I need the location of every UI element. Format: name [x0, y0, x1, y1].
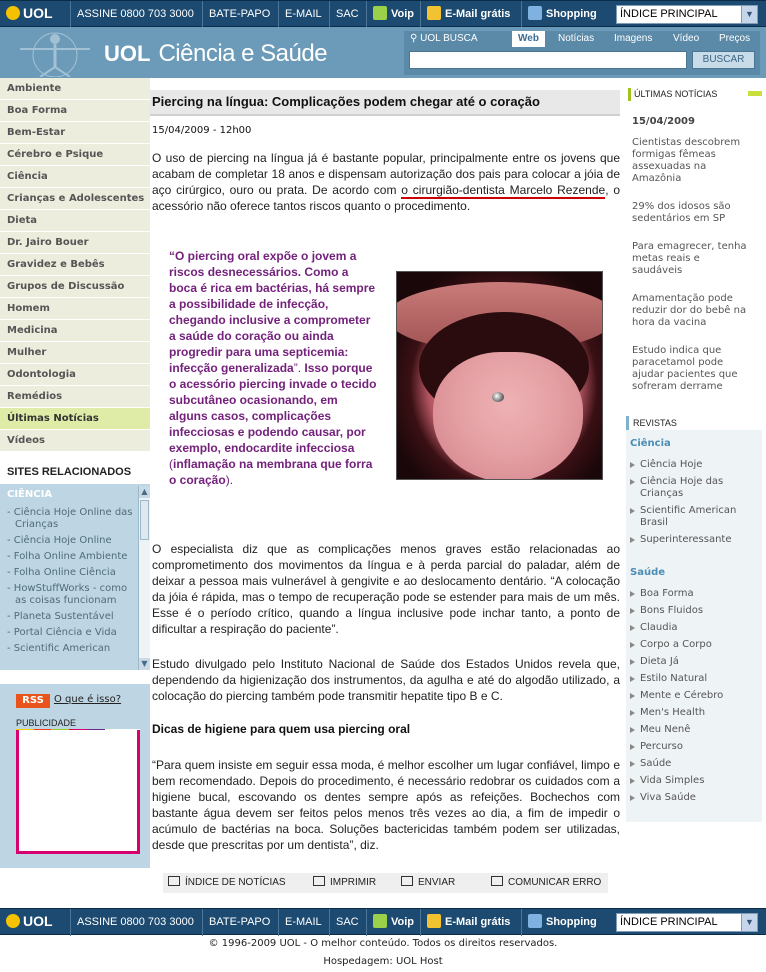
sac-link[interactable]: SAC: [329, 909, 365, 936]
article-paragraph-2: O especialista diz que as complicações menos graves estão relacionadas ao comprometimento dos movimentos da língua e à perda parcial do paladar, além de deixar a pessoa mais vulnerável à gengivite e ao deslocamento dentário. “A colocação da jóia é rápida, mas o tempo de recuperação pode se estender para mais de um mês. Esse é o período crítico, quando a língua inclusive pode inchar tanto, a ponto de dificultar a respiração do paciente”.: [152, 542, 620, 636]
search-tab-web[interactable]: Web: [512, 31, 545, 47]
shopping-icon: [528, 6, 542, 20]
ultimas-noticias-heading: ÚLTIMAS NOTÍCIAS: [628, 88, 762, 101]
top-bar: [0, 0, 766, 27]
search-tab-imagens[interactable]: Imagens: [614, 33, 653, 44]
site-link[interactable]: - Ciência Hoje Online: [7, 535, 112, 546]
scroll-down-icon[interactable]: ▼: [139, 658, 150, 670]
bate-papo-link[interactable]: BATE-PAPO: [202, 1, 276, 28]
revista-link[interactable]: Ciência Hoje: [630, 459, 756, 471]
email-gratis-link[interactable]: E-Mail grátis: [420, 909, 516, 936]
site-link[interactable]: - Ciência Hoje Online das Crianças: [7, 507, 133, 530]
news-link[interactable]: Cientistas descobrem formigas fêmeas assexuadas na Amazônia: [632, 137, 741, 184]
search-icon: ⚲: [410, 33, 421, 44]
rss-help-link[interactable]: O que é isso?: [54, 694, 122, 705]
revista-link[interactable]: Viva Saúde: [630, 792, 756, 804]
news-link[interactable]: Para emagrecer, tenha metas reais e saudáveis: [632, 241, 747, 276]
nav-item-odontologia[interactable]: Odontologia: [0, 364, 150, 386]
nav-item-ciencia[interactable]: Ciência: [0, 166, 150, 188]
revista-link[interactable]: Corpo a Corpo: [630, 639, 756, 651]
article-paragraph-4: “Para quem insiste em seguir essa moda, é melhor escolher um lugar confiável, limpo e bem recomendado. Depois do procedimento, é necessário redobrar os cuidados com a higiene bucal, escovando os dentes sempre após as refeições. Bochechos com bastante água devem ser feitos pelos menos três vezes ao dia, a fim de impedir o acúmulo de bactérias na boca. Soluções bactericidas também podem ser utilizadas, desde que prescritas por um dentista”, diz.: [152, 758, 620, 852]
assine-link[interactable]: ASSINE 0800 703 3000: [70, 909, 200, 936]
search-input[interactable]: [409, 51, 687, 69]
left-nav: [0, 78, 150, 452]
nav-item-videos[interactable]: Vídeos: [0, 430, 150, 452]
tongue-piercing-photo: [396, 271, 603, 480]
phone-icon: [373, 6, 387, 20]
nav-item-jairo-bouer[interactable]: Dr. Jairo Bouer: [0, 232, 150, 254]
revista-link[interactable]: Vida Simples: [630, 775, 756, 787]
ad-banner[interactable]: [16, 730, 140, 854]
nav-item-medicina[interactable]: Medicina: [0, 320, 150, 342]
printer-icon: [313, 876, 325, 886]
voip-link[interactable]: Voip: [366, 909, 420, 936]
revista-link[interactable]: Bons Fluidos: [630, 605, 756, 617]
enviar-button[interactable]: ENVIAR: [401, 876, 455, 888]
shopping-icon: [528, 914, 542, 928]
imprimir-button[interactable]: IMPRIMIR: [313, 876, 376, 888]
nav-item-mulher[interactable]: Mulher: [0, 342, 150, 364]
sites-relacionados-box: [0, 484, 150, 670]
publicidade-label: PUBLICIDADE: [16, 718, 77, 728]
article-title: Piercing na língua: Complicações podem chegar até o coração: [152, 94, 540, 109]
search-button[interactable]: BUSCAR: [692, 51, 755, 69]
section-logo[interactable]: UOL Ciência e Saúde: [104, 40, 328, 67]
search-tab-noticias[interactable]: Notícias: [558, 33, 595, 44]
revista-link[interactable]: Superinteressante: [630, 534, 756, 546]
revista-link[interactable]: Dieta Já: [630, 656, 756, 668]
site-link[interactable]: - Portal Ciência e Vida: [7, 627, 117, 638]
voip-link[interactable]: Voip: [366, 1, 420, 28]
email-gratis-link[interactable]: E-Mail grátis: [420, 1, 516, 28]
nav-item-bem-estar[interactable]: Bem-Estar: [0, 122, 150, 144]
nav-item-gravidez[interactable]: Gravidez e Bebês: [0, 254, 150, 276]
revista-link[interactable]: Ciência Hoje das Crianças: [630, 476, 756, 500]
revista-link[interactable]: Mente e Cérebro: [630, 690, 756, 702]
vitruvian-man-icon: [10, 29, 100, 77]
revista-link[interactable]: Saúde: [630, 758, 756, 770]
comunicar-erro-button[interactable]: COMUNICAR ERRO: [491, 876, 601, 888]
phone-icon: [373, 914, 387, 928]
uol-ball-icon: [6, 914, 20, 928]
revista-link[interactable]: Meu Nenê: [630, 724, 756, 736]
envelope-icon: [427, 6, 441, 20]
revistas-category-ciencia: Ciência: [630, 438, 671, 449]
index-select[interactable]: ÍNDICE PRINCIPAL ▼: [616, 913, 758, 932]
revista-link[interactable]: Percurso: [630, 741, 756, 753]
nav-item-boa-forma[interactable]: Boa Forma: [0, 100, 150, 122]
nav-item-grupos[interactable]: Grupos de Discussão: [0, 276, 150, 298]
index-select[interactable]: ÍNDICE PRINCIPAL ▼: [616, 5, 758, 24]
article-date: 15/04/2009 - 12h00: [152, 125, 252, 136]
copyright: © 1996-2009 UOL - O melhor conteúdo. Todos os direitos reservados.: [208, 938, 558, 949]
news-link[interactable]: 29% dos idosos são sedentários em SP: [632, 201, 731, 224]
mail-icon: [401, 876, 413, 886]
bottom-bar: [0, 908, 766, 935]
revista-link[interactable]: Boa Forma: [630, 588, 756, 600]
revistas-category-saude: Saúde: [630, 567, 666, 578]
scroll-thumb[interactable]: [140, 500, 149, 540]
sites-scrollbar[interactable]: [138, 486, 150, 670]
sites-list: [7, 507, 135, 659]
email-link[interactable]: E-MAIL: [278, 1, 328, 28]
nav-item-remedios[interactable]: Remédios: [0, 386, 150, 408]
search-tab-precos[interactable]: Preços: [719, 33, 751, 44]
search-tab-video[interactable]: Vídeo: [673, 33, 700, 44]
revistas-heading: REVISTAS: [626, 416, 762, 430]
report-icon: [491, 876, 503, 886]
site-link[interactable]: - Planeta Sustentável: [7, 611, 114, 622]
revista-link[interactable]: Claudia: [630, 622, 756, 634]
bate-papo-link[interactable]: BATE-PAPO: [202, 909, 276, 936]
site-link[interactable]: - Folha Online Ambiente: [7, 551, 128, 562]
chevron-down-icon: ▼: [741, 914, 757, 931]
article-subheading: Dicas de higiene para quem usa piercing oral: [152, 722, 411, 736]
shopping-link[interactable]: Shopping: [521, 1, 603, 28]
assine-link[interactable]: ASSINE 0800 703 3000: [70, 1, 200, 28]
search-label: ⚲ UOL BUSCA: [410, 33, 478, 44]
nav-item-ultimas-noticias[interactable]: Últimas Notícias: [0, 408, 150, 430]
indice-noticias-button[interactable]: ÍNDICE DE NOTÍCIAS: [168, 876, 286, 888]
shopping-link[interactable]: Shopping: [521, 909, 603, 936]
uol-logo[interactable]: UOL: [6, 5, 53, 21]
hosting-link[interactable]: Hospedagem: UOL Host: [323, 956, 443, 967]
revista-link[interactable]: Scientific American Brasil: [630, 505, 756, 529]
site-link[interactable]: - Scientific American: [7, 643, 111, 654]
news-link[interactable]: Estudo indica que paracetamol pode ajudar pacientes que sofreram derrame: [632, 345, 738, 392]
nav-item-dieta[interactable]: Dieta: [0, 210, 150, 232]
scroll-up-icon[interactable]: ▲: [139, 486, 150, 498]
chevron-down-icon: ▼: [741, 6, 757, 23]
pull-quote: “O piercing oral expõe o jovem a riscos desnecessários. Como a boca é rica em bactérias, há sempre a possibilidade de infecção, chegando inclusive a comprometer a saúde do coração ou ainda progredir para uma septicemia: infecção generalizada”. Isso porque o acessório piercing invade o tecido subcutâneo ocasionando, em alguns casos, complicações infecciosas e podendo causar, por exemplo, endocardite infecciosa (inflamação na membrana que forra o coração).: [169, 249, 377, 487]
uol-logo[interactable]: UOL: [6, 913, 53, 929]
rss-icon[interactable]: RSS: [16, 694, 50, 708]
dentist-link[interactable]: o cirurgião-dentista Marcelo Rezende: [401, 183, 606, 197]
uol-ball-icon: [6, 6, 20, 20]
nav-item-homem[interactable]: Homem: [0, 298, 150, 320]
nav-item-cerebro[interactable]: Cérebro e Psique: [0, 144, 150, 166]
article-paragraph-1: O uso de piercing na língua já é bastante popular, principalmente entre os jovens que acabam de completar 18 anos e dispensam autorização dos pais para colocar a jóia de aço cirúrgico, ouro ou prata. De acordo com o cirurgião-dentista Marcelo Rezende, o acessório não oferece tantos riscos quanto o procedimento.: [152, 151, 621, 213]
news-link[interactable]: Amamentação pode reduzir dor do bebê na hora da vacina: [632, 293, 747, 328]
email-link[interactable]: E-MAIL: [278, 909, 328, 936]
news-date: 15/04/2009: [632, 116, 695, 127]
sites-category: CIÊNCIA: [7, 489, 53, 500]
sac-link[interactable]: SAC: [329, 1, 365, 28]
site-link[interactable]: - Folha Online Ciência: [7, 567, 116, 578]
rss-publicidade-box: [0, 684, 150, 868]
article-paragraph-3: Estudo divulgado pelo Instituto Nacional de Saúde dos Estados Unidos revela que, dependendo da higienização dos instrumentos, da agulha e até do algodão utilizado, a colocação do piercing também pode transmitir hepatite tipo B e C.: [152, 657, 620, 703]
revista-link[interactable]: Estilo Natural: [630, 673, 756, 685]
article-actions: [163, 873, 608, 893]
revista-link[interactable]: Men's Health: [630, 707, 756, 719]
sites-relacionados-title: SITES RELACIONADOS: [0, 458, 150, 484]
nav-item-criancas[interactable]: Crianças e Adolescentes: [0, 188, 150, 210]
nav-item-ambiente[interactable]: Ambiente: [0, 78, 150, 100]
list-icon: [168, 876, 180, 886]
site-link[interactable]: - HowStuffWorks - como as coisas funcionam: [7, 583, 128, 606]
envelope-icon: [427, 914, 441, 928]
